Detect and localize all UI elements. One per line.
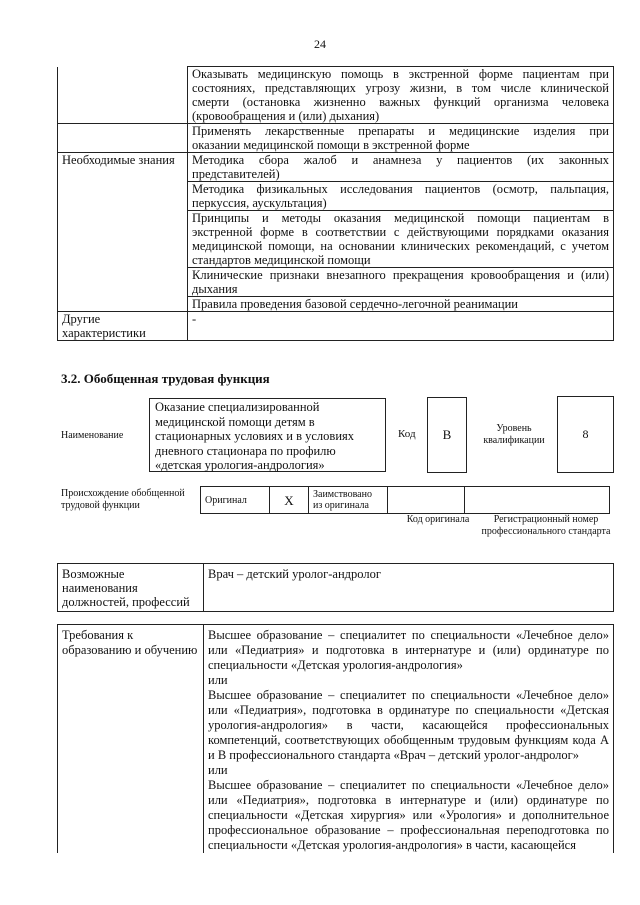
borrowed-label: Заимствовано из оригинала xyxy=(309,487,388,514)
row-label xyxy=(58,268,188,297)
original-label: Оригинал xyxy=(201,487,270,514)
table-row xyxy=(58,625,614,854)
or-separator: или xyxy=(208,673,228,687)
requirements-table xyxy=(57,624,614,853)
section-heading: 3.2. Обобщенная трудовая функция xyxy=(61,371,270,386)
row-label xyxy=(58,182,188,211)
row-text: Правила проведения базовой сердечно-легочной реанимации xyxy=(188,297,614,312)
function-name-box: Оказание специализированной медицинской помощи детям в стационарных условиях и в условиях дневного стационара по профилю «детская урология-андрология» xyxy=(149,398,386,472)
table-row xyxy=(58,124,614,153)
reg-number-cell xyxy=(465,487,610,514)
code-original-caption: Код оригинала xyxy=(406,514,470,525)
table-row xyxy=(58,67,614,124)
row-text: Клинические признаки внезапного прекращения кровообращения и (или) дыхания xyxy=(188,268,614,297)
row-label xyxy=(58,124,188,153)
row-text: Методика физикальных исследования пациентов (осмотр, пальпация, перкуссия, аускультация) xyxy=(188,182,614,211)
table-row xyxy=(58,211,614,268)
code-value: В xyxy=(427,397,467,473)
row-text: Принципы и методы оказания медицинской помощи пациентам в экстренной форме в соответствии с действующими порядками оказания медицинской помощи, на основании клинических рекомендаций, с учетом стандартов медицинской помощи xyxy=(188,211,614,268)
row-text: Методика сбора жалоб и анамнеза у пациентов (их законных представителей) xyxy=(188,153,614,182)
row-text: Оказывать медицинскую помощь в экстренной форме пациентам при состояниях, представляющих угрозу жизни, в том числе клинической смерти (остановка жизненно важных функций организма человека (кровообращения и (или) дыхания) xyxy=(188,67,614,124)
table-row xyxy=(58,182,614,211)
table-row xyxy=(58,268,614,297)
origin-table xyxy=(200,486,610,514)
requirement-option-3: Высшее образование – специалитет по специальности «Лечебное дело» или «Педиатрия», подготовка в интернатуре и (или) ординатуре по специальности «Детская хирургия» или «Урология» и дополнительное профессиональное образование – профессиональная переподготовка по специальности «Детская урология-андрология» в части, касающейся xyxy=(208,778,609,852)
row-text: Применять лекарственные препараты и медицинские изделия при оказании медицинской помощи в экстренной форме xyxy=(188,124,614,153)
original-mark: X xyxy=(270,487,309,514)
positions-table xyxy=(57,563,614,612)
row-text: - xyxy=(188,312,614,341)
reg-number-caption: Регистрационный номер профессионального стандарта xyxy=(481,514,611,537)
requirement-option-2: Высшее образование – специалитет по специальности «Лечебное дело» или «Педиатрия», подготовка в ординатуре по специальности «Детская урология-андрология» в части, касающейся профессиональных компетенций, соответствующих обобщенным трудовым функциям кода А и В профессионального стандарта «Врач – детский уролог-андролог» xyxy=(208,688,609,762)
requirements-label: Требования к образованию и обучению xyxy=(58,625,204,854)
row-label xyxy=(58,211,188,268)
level-value: 8 xyxy=(557,396,614,473)
row-label: Другие характеристики xyxy=(58,312,188,341)
code-original-cell xyxy=(388,487,465,514)
level-label: Уровень квалификации xyxy=(483,423,545,446)
row-label xyxy=(58,67,188,124)
row-label xyxy=(58,297,188,312)
positions-label: Возможные наименования должностей, профессий xyxy=(58,564,204,612)
row-label: Необходимые знания xyxy=(58,153,188,182)
table-row xyxy=(58,153,614,182)
table-row xyxy=(58,564,614,612)
or-separator: или xyxy=(208,763,228,777)
table-row xyxy=(58,297,614,312)
positions-value: Врач – детский уролог-андролог xyxy=(204,564,614,612)
table-row xyxy=(58,312,614,341)
name-label: Наименование xyxy=(61,430,124,441)
requirements-text xyxy=(204,625,614,854)
page-number: 24 xyxy=(314,37,326,51)
code-label: Код xyxy=(398,428,416,440)
requirement-option-1: Высшее образование – специалитет по специальности «Лечебное дело» или «Педиатрия» и подготовка в интернатуре и (или) ординатуре по специальности «Детская урология-андрология» xyxy=(208,628,609,672)
origin-label: Происхождение обобщенной трудовой функции xyxy=(61,488,185,511)
skills-knowledge-table xyxy=(57,66,614,341)
